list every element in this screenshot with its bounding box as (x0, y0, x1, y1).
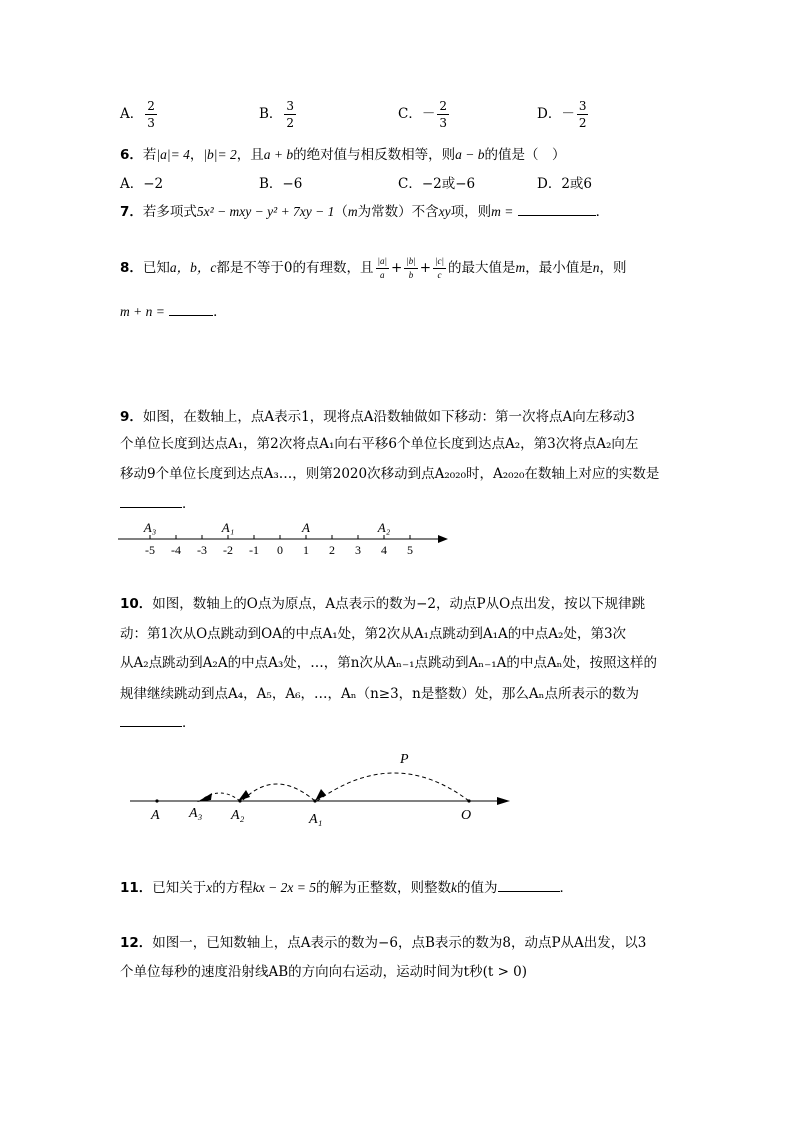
point-label: A₂ (377, 520, 391, 535)
point-label: A₃ (143, 520, 157, 535)
q10-line2: 动：第1次从O点跳动到OA的中点A₁处，第2次从A₁点跳动到A₁A的中点A₂处，第3次 (120, 626, 627, 642)
q10-jump-figure (125, 745, 520, 830)
arrowhead-icon (315, 789, 326, 801)
label-a3: A₃ (189, 806, 203, 821)
q8-line2: m + n = ． (120, 300, 227, 320)
answer-blank[interactable] (169, 301, 213, 316)
q9-number-line (110, 515, 460, 560)
point-label: A (302, 520, 310, 535)
q10-line3: 从A₂点跳动到A₂A的中点A₃处，…，第n次从Aₙ₋₁点跳动到Aₙ₋₁A的中点Aₙ处，按照这样的 (120, 655, 658, 671)
axis-arrow-icon (438, 535, 448, 543)
jump-arc-2 (242, 784, 315, 801)
answer-blank[interactable] (498, 877, 560, 892)
q5-option-c: C．－ $\frac{2}{3}$ (398, 99, 447, 130)
tick-label: 5 (407, 543, 413, 557)
label-a2: A₂ (231, 808, 245, 823)
q8-stem: 8．已知a，b，c都是不等于0的有理数，且 $\frac{|a|}{a}$ + $\frac{|b|}{b}$ + $\frac{|c|}{c}$ 的最大值是m，最小值是n，则 (120, 256, 627, 280)
tick-label: -5 (145, 543, 155, 557)
tick-label: -4 (171, 543, 181, 557)
q6-option-d: D．2或6 (537, 176, 593, 192)
q9-line2: 个单位长度到达点A₁，第2次将点A₁向右平移6个单位长度到达点A₂，第3次将点A₂向左 (120, 436, 639, 452)
tick-label: -1 (249, 543, 259, 557)
label-p: P (400, 752, 409, 767)
q6-stem: 6．若|a|= 4，|b|= 2，且a + b的绝对值与相反数相等，则a − b的值是（ ） (120, 147, 566, 163)
tick-label: -3 (197, 543, 207, 557)
axis-arrow-icon (497, 797, 510, 805)
label-a1: A₁ (309, 812, 323, 827)
jump-arc-1 (317, 773, 469, 801)
q7-stem: 7．若多项式5x² − mxy − y² + 7xy − 1（m为常数）不含xy项，则m = ． (120, 200, 609, 220)
tick-label: -2 (223, 543, 233, 557)
label-a: A (151, 808, 160, 823)
q5-option-a: A． $\frac{2}{3}$ (120, 99, 155, 130)
label-o: O (461, 808, 472, 823)
q5-option-b: B． $\frac{3}{2}$ (259, 99, 295, 130)
fraction-c: $\frac{|c|}{c}$ (435, 256, 444, 280)
q10-line4: 规律继续跳动到点A₄，A₅，A₆，…，Aₙ（n≥3，n是整数）处，那么Aₙ点所表示的数为 (120, 686, 639, 702)
q11-stem: 11．已知关于x的方程kx − 2x = 5的解为正整数，则整数k的值为 ． (120, 876, 573, 896)
q10-line5: ． (120, 711, 196, 731)
q10-line1: 10．如图，数轴上的O点为原点，A点表示的数为−2，动点P从O点出发，按以下规律跳 (120, 596, 646, 612)
answer-blank[interactable] (518, 201, 596, 216)
tick-label: 3 (355, 543, 361, 557)
q9-line1: 9．如图，在数轴上，点A表示1，现将点A沿数轴做如下移动：第一次将点A向左移动3 (120, 409, 635, 425)
q9-line3: 移动9个单位长度到达点A₃…，则第2020次移动到点A₂₀₂₀时，A₂₀₂₀在数轴上对应的实数是 (120, 466, 660, 482)
q12-line1: 12．如图一，已知数轴上，点A表示的数为−6，点B表示的数为8，动点P从A出发，以3 (120, 935, 647, 951)
point-label: A₁ (221, 520, 235, 535)
tick-label: 0 (277, 543, 283, 557)
q6-option-b: B．−6 (259, 176, 303, 192)
q6-option-a: A．−2 (120, 176, 164, 192)
q12-line2: 个单位每秒的速度沿射线AB的方向向右运动，运动时间为t秒(t > 0) (120, 964, 528, 980)
answer-blank[interactable] (120, 712, 182, 727)
fraction-a: $\frac{|a|}{a}$ (377, 256, 387, 280)
answer-blank[interactable] (120, 493, 182, 508)
q9-line4: ． (120, 492, 196, 512)
tick-label: 1 (303, 543, 309, 557)
tick-label: 2 (329, 543, 335, 557)
point-a (155, 799, 158, 802)
fraction-b: $\frac{|b|}{b}$ (406, 256, 416, 280)
q5-option-d: D．－ $\frac{3}{2}$ (537, 99, 587, 130)
q6-option-c: C．−2或−6 (398, 176, 476, 192)
tick-label: 4 (381, 543, 387, 557)
